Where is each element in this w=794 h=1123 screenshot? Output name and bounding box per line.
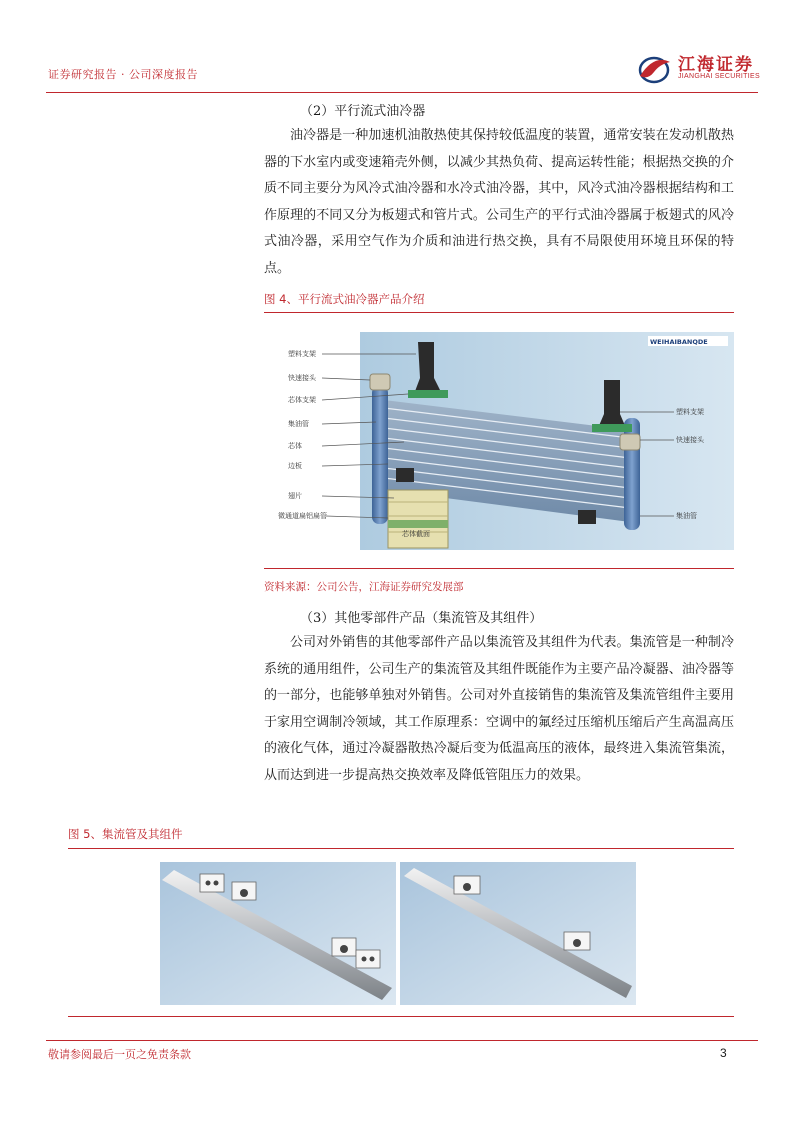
company-logo xyxy=(636,50,761,88)
inset-label: 芯体截面 xyxy=(402,530,430,538)
section-body: 公司对外销售的其他零部件产品以集流管及其组件为代表。集流管是一种制冷系统的通用组件，公司生产的集流管及其组件既能作为主要产品冷凝器、油冷器等的一部分，也能够单独对外销售。公司对外直接销售的集流管及集流管组件主要用于家用空调制冷领域，其工作原理系：空调中的氟经过压缩机压缩后产生高温高压的液化气体，通过冷凝器散热冷凝后变为低温高压的液体，最终进入集流管集流，从而达到进一步提高热交换效率及降低管阻压力的效果。 xyxy=(264,635,734,783)
figure-top-rule xyxy=(264,312,734,313)
left-bracket-base xyxy=(408,390,448,398)
label-right-2: 快速接头 xyxy=(676,436,704,444)
figure-bottom-rule xyxy=(68,1016,734,1017)
label-right-1: 塑料支架 xyxy=(676,408,704,416)
header-pipe-illustration xyxy=(160,862,636,1005)
core-section-inset xyxy=(388,490,448,548)
label-left-4: 集油管 xyxy=(288,420,309,428)
header-divider xyxy=(46,92,758,93)
figure-bottom-rule xyxy=(264,568,734,569)
label-left-1: 塑料支架 xyxy=(288,350,316,358)
left-connector xyxy=(370,374,390,390)
right-bracket-base xyxy=(592,424,632,432)
footer-divider xyxy=(46,1040,758,1041)
figure-title: 图 5、集流管及其组件 xyxy=(68,827,183,841)
brand-name: WEIHAIBANQDE xyxy=(650,338,708,346)
logo-name: 江海证券 xyxy=(678,55,754,75)
header-pipe-photos xyxy=(160,862,636,1005)
left-header-pipe xyxy=(372,386,388,524)
footer-disclaimer: 敬请参阅最后一页之免责条款 xyxy=(48,1048,191,1061)
section-heading: （2）平行流式油冷器 xyxy=(300,104,426,119)
figure-source: 资料来源：公司公告，江海证券研究发展部 xyxy=(264,581,464,593)
right-foot xyxy=(578,510,596,524)
section-body: 油冷器是一种加速机油散热使其保持较低温度的装置，通常安装在发动机散热器的下水室内或变速箱壳外侧，以减少其热负荷、提高运转性能；根据热交换的介质不同主要分为风冷式油冷器和水冷式油冷器，其中，风冷式油冷器根据结构和工作原理的不同又分为板翅式和管片式。公司生产的平行式油冷器属于板翅式的风冷式油冷器，采用空气作为介质和油进行热交换，具有不局限使用环境且环保的特点。 xyxy=(264,128,734,276)
left-foot xyxy=(396,468,414,482)
label-right-3: 集油管 xyxy=(676,512,697,520)
tube-1-clip-1 xyxy=(200,874,224,892)
oil-cooler-diagram xyxy=(264,322,734,562)
right-connector xyxy=(620,434,640,450)
report-type: 证券研究报告 · 公司深度报告 xyxy=(48,68,198,81)
section-heading: （3）其他零部件产品（集流管及其组件） xyxy=(300,611,543,626)
logo-english: JIANGHAI SECURITIES xyxy=(678,73,760,80)
label-left-6: 边板 xyxy=(288,462,302,470)
inset-tube xyxy=(388,520,448,528)
label-left-3: 芯体支架 xyxy=(288,396,316,404)
figure-title: 图 4、平行流式油冷器产品介绍 xyxy=(264,292,425,306)
figure-top-rule xyxy=(68,848,734,849)
label-left-7: 翅片 xyxy=(288,492,302,500)
label-left-2: 快速接头 xyxy=(288,374,316,382)
page-number: 3 xyxy=(720,1046,727,1060)
tube-1-clip-4 xyxy=(356,950,380,968)
oil-cooler-illustration xyxy=(264,322,734,562)
logo-mark-icon xyxy=(636,50,676,88)
label-left-5: 芯体 xyxy=(288,442,302,450)
label-left-8: 微通道扁铝扁管 xyxy=(278,512,327,520)
